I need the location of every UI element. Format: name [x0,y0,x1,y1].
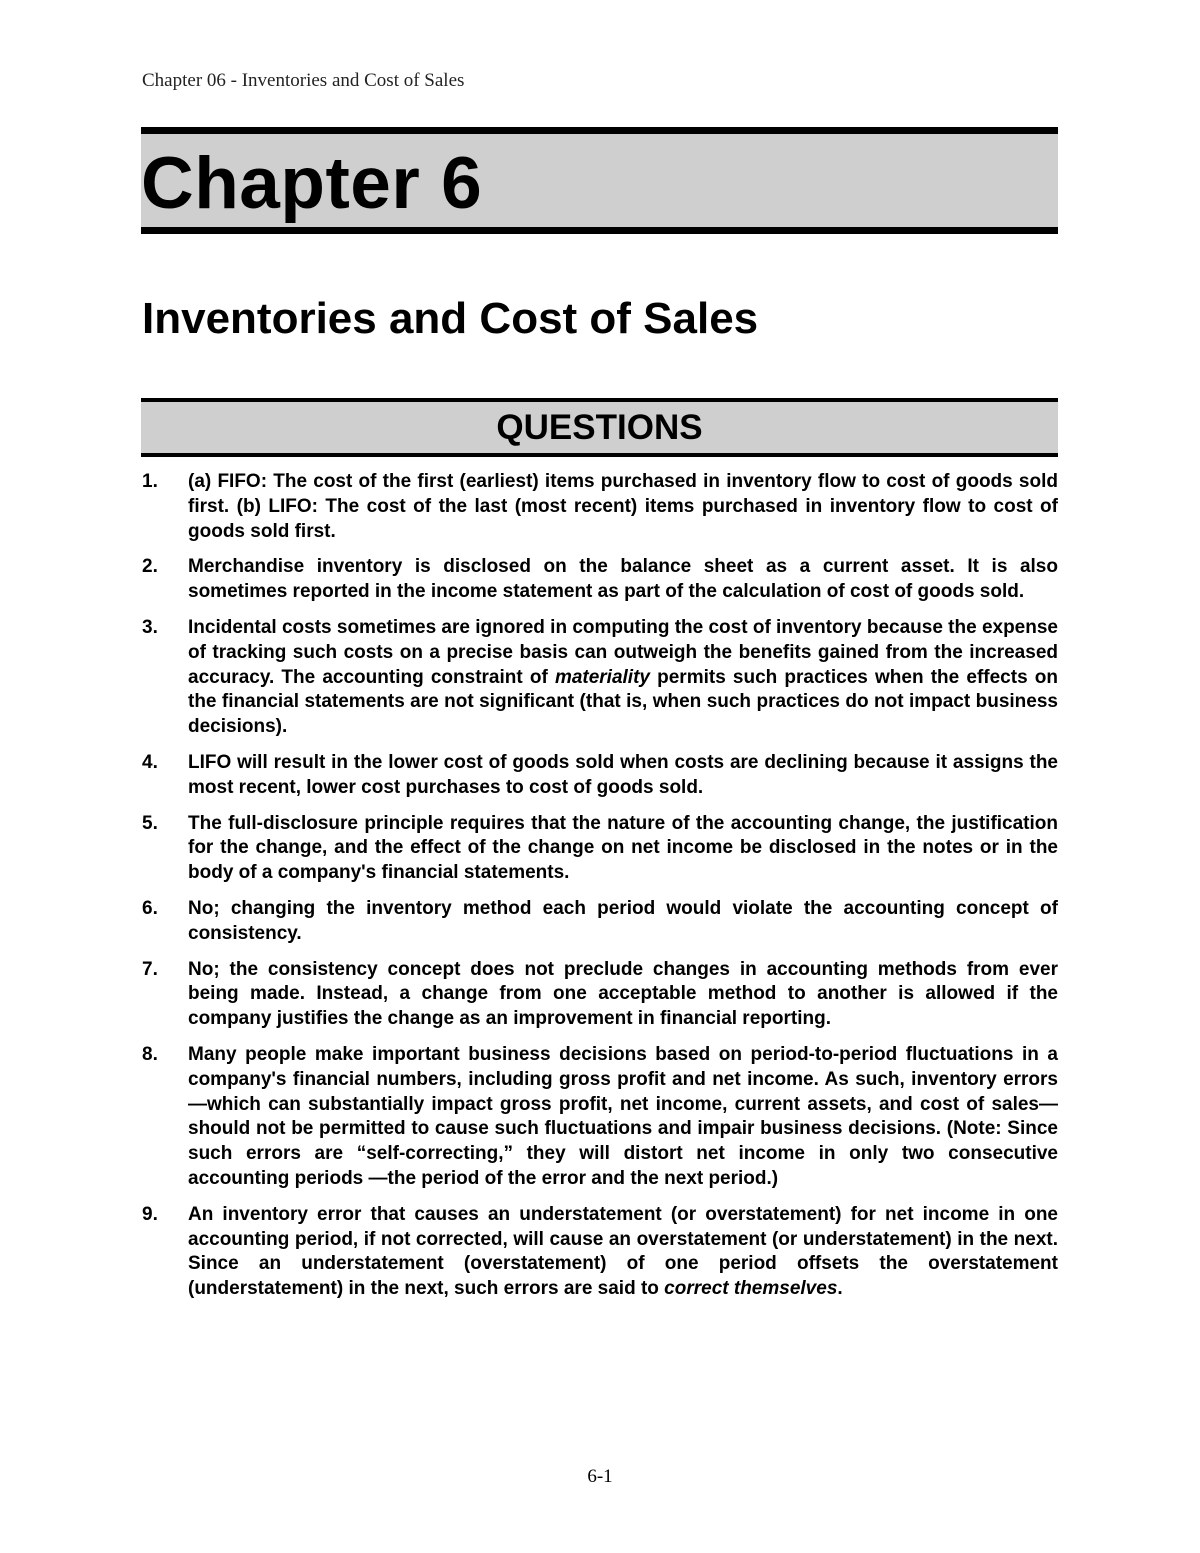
chapter-title-band [141,127,1058,234]
section-title-band [141,398,1058,457]
question-text [188,616,1058,740]
section-title: QUESTIONS [496,408,703,447]
question-number: 9. [142,1203,158,1225]
chapter-title: Chapter 6 [141,143,483,224]
question-item [142,616,1058,740]
question-number: 8. [142,1043,158,1065]
question-text: No; changing the inventory method each period would violate the accounting concept of consistency. [188,897,1058,944]
question-number: 5. [142,812,158,834]
question-item [142,1043,1058,1192]
question-text-part: . [837,1278,843,1300]
emphasis-term: materiality [554,666,650,688]
question-number: 6. [142,897,158,919]
question-item [142,958,1058,1032]
running-header: Chapter 06 - Inventories and Cost of Sales [142,70,465,91]
question-text-part: Incidental costs sometimes are ignored in computing the cost of inventory because the expense of tracking such costs on a precise basis can outweigh the benefits gained from the increased accuracy. The accounting constraint of [188,616,1058,688]
question-text [188,1203,1058,1302]
question-number: 2. [142,556,158,578]
question-item [142,470,1058,544]
emphasis-term: correct themselves [664,1278,838,1300]
page-number: 6-1 [587,1466,613,1487]
question-item [142,897,1058,947]
question-text: (a) FIFO: The cost of the first (earliest) items purchased in inventory flow to cost of goods sold first. (b) LIFO: The cost of the last (most recent) items purchased in inventory flow to cost of goods sold first. [188,471,1058,542]
question-item [142,555,1058,605]
question-text: Merchandise inventory is disclosed on the balance sheet as a current asset. It is also sometimes reported in the income statement as part of the calculation of cost of goods sold. [188,556,1058,603]
question-text: LIFO will result in the lower cost of goods sold when costs are declining because it assigns the most recent, lower cost purchases to cost of goods sold. [188,751,1058,798]
question-number: 3. [142,616,158,638]
question-text: Many people make important business decisions based on period-to-period fluctuations in a company's financial numbers, including gross profit and net income. As such, inventory errors—which can substantially impact gross profit, net income, current assets, and cost of sales—should not be permitted to cause such fluctuations and impair business decisions. (Note: Since such errors are “self-correcting,” they will distort net income in only two consecutive accounting periods —the period of the error and the next period.) [188,1043,1058,1189]
question-text-part: permits such practices when the effects on the financial statements are not significant (that is, when such practices do not impact business decisions). [188,666,1058,738]
questions-list [142,470,1058,1313]
chapter-subtitle: Inventories and Cost of Sales [142,294,759,343]
question-item [142,751,1058,801]
question-number: 7. [142,958,158,980]
question-number: 4. [142,751,158,773]
question-number: 1. [142,471,158,492]
question-text: The full-disclosure principle requires that the nature of the accounting change, the justification for the change, and the effect of the change on net income be disclosed in the notes or in the body of a company's financial statements. [188,812,1058,884]
question-text-part: An inventory error that causes an understatement (or overstatement) for net income in one accounting period, if not corrected, will cause an overstatement (or understatement) in the next. Since an understatement (overstatement) of one period offsets the overstatement (understatement) in the next, such errors are said to [188,1203,1058,1300]
question-text: No; the consistency concept does not preclude changes in accounting methods from ever being made. Instead, a change from one acceptable method to another is allowed if the company justifies the change as an improvement in financial reporting. [188,958,1058,1030]
question-item [142,1203,1058,1302]
question-item [142,812,1058,886]
